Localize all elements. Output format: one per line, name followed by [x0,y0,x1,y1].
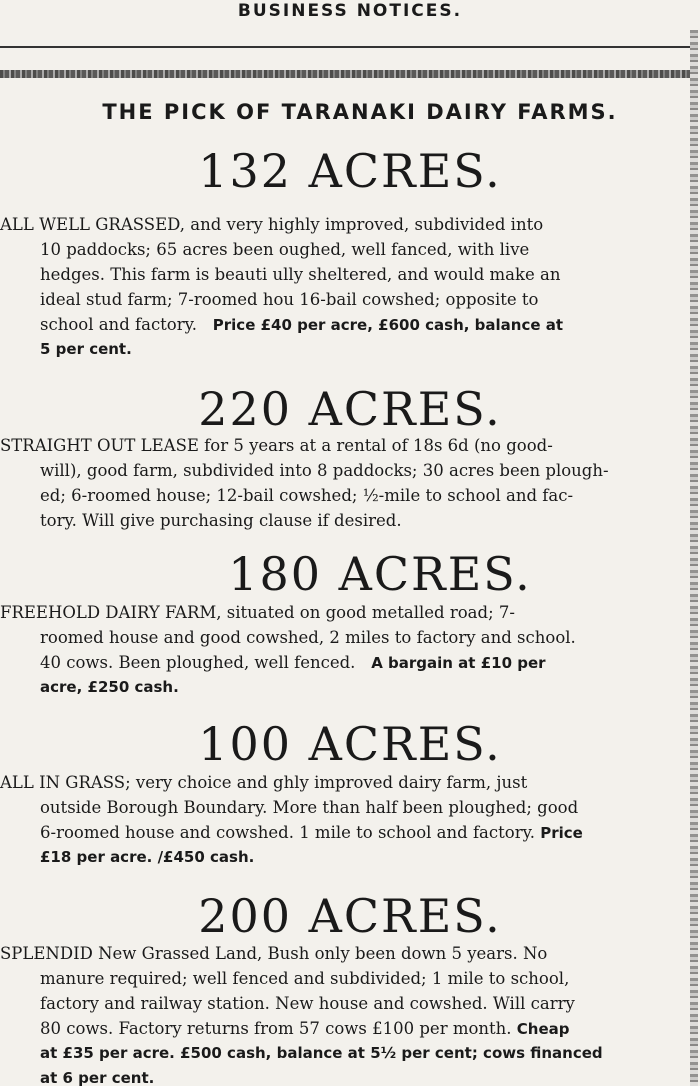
price-text: Price [540,824,583,842]
listing-line: factory and railway station. New house and cowshed. Will carry [40,994,575,1013]
listing-heading: 132 ACRES. [198,144,502,198]
listing-line: ideal stud farm; 7-roomed hou 16-bail cowshed; opposite to [40,290,539,309]
price-text: £18 per acre. /£450 cash. [40,848,255,866]
price-text: Cheap [516,1020,570,1038]
price-text: A bargain at £10 per [371,654,546,672]
listing-heading: 180 ACRES. [228,547,532,601]
listing-line: 10 paddocks; 65 acres been oughed, well fanced, with live [40,240,530,259]
listing-line: will), good farm, subdivided into 8 paddocks; 30 acres been plough- [40,461,609,480]
price-text: 5 per cent. [40,340,132,358]
top-rule [0,46,690,48]
listing-line: ALL WELL GRASSED, and very highly improved, subdivided into [0,215,544,234]
listing-line [0,312,672,337]
listing-line: manure required; well fenced and subdivided; 1 mile to school, [40,969,570,988]
listing-line: ed; 6-roomed house; 12-bail cowshed; ½-mile to school and fac- [40,486,574,505]
price-text: at 6 per cent. [40,1069,155,1086]
listing-line: tory. Will give purchasing clause if desired. [40,511,402,530]
listing-text: 80 cows. Factory returns from 57 cows £100 per month. [40,1019,512,1038]
price-text: Price £40 per acre, £600 cash, balance at [212,316,564,334]
listing-text: school and factory. [40,315,198,334]
price-text: at £35 per acre. £500 cash, balance at 5½ per cent; cows financed [40,1044,603,1062]
section-header: BUSINESS NOTICES. [237,1,463,21]
listing-heading: 100 ACRES. [198,717,502,771]
price-text: acre, £250 cash. [40,678,179,696]
listing-body [0,770,672,870]
listing-text: 40 cows. Been ploughed, well fenced. [40,653,356,672]
listing-line: SPLENDID New Grassed Land, Bush only been down 5 years. No [0,944,548,963]
listing-line: roomed house and good cowshed, 2 miles to factory and school. [40,628,576,647]
listing-line: outside Borough Boundary. More than half been ploughed; good [40,798,579,817]
listing-heading: 220 ACRES. [198,382,502,436]
notice-title: THE PICK OF TARANAKI DAIRY FARMS. [102,100,618,124]
listing-body [0,212,672,362]
listing-line: ALL IN GRASS; very choice and ghly improved dairy farm, just [0,773,528,792]
listing-text: 6-roomed house and cowshed. 1 mile to school and factory. [40,823,535,842]
listing-line [0,650,672,675]
listing-heading: 200 ACRES. [198,889,502,943]
listing-line: FREEHOLD DAIRY FARM, situated on good metalled road; 7- [0,603,515,622]
listing-body [0,433,672,533]
listing-body [0,600,672,700]
listing-line: hedges. This farm is beauti ully sheltered, and would make an [40,265,561,284]
listing-line [0,1016,672,1041]
listing-line: STRAIGHT OUT LEASE for 5 years at a rental of 18s 6d (no good- [0,436,553,455]
listing-line [0,820,672,845]
ornamental-rule [0,70,690,78]
listing-body [0,941,672,1086]
